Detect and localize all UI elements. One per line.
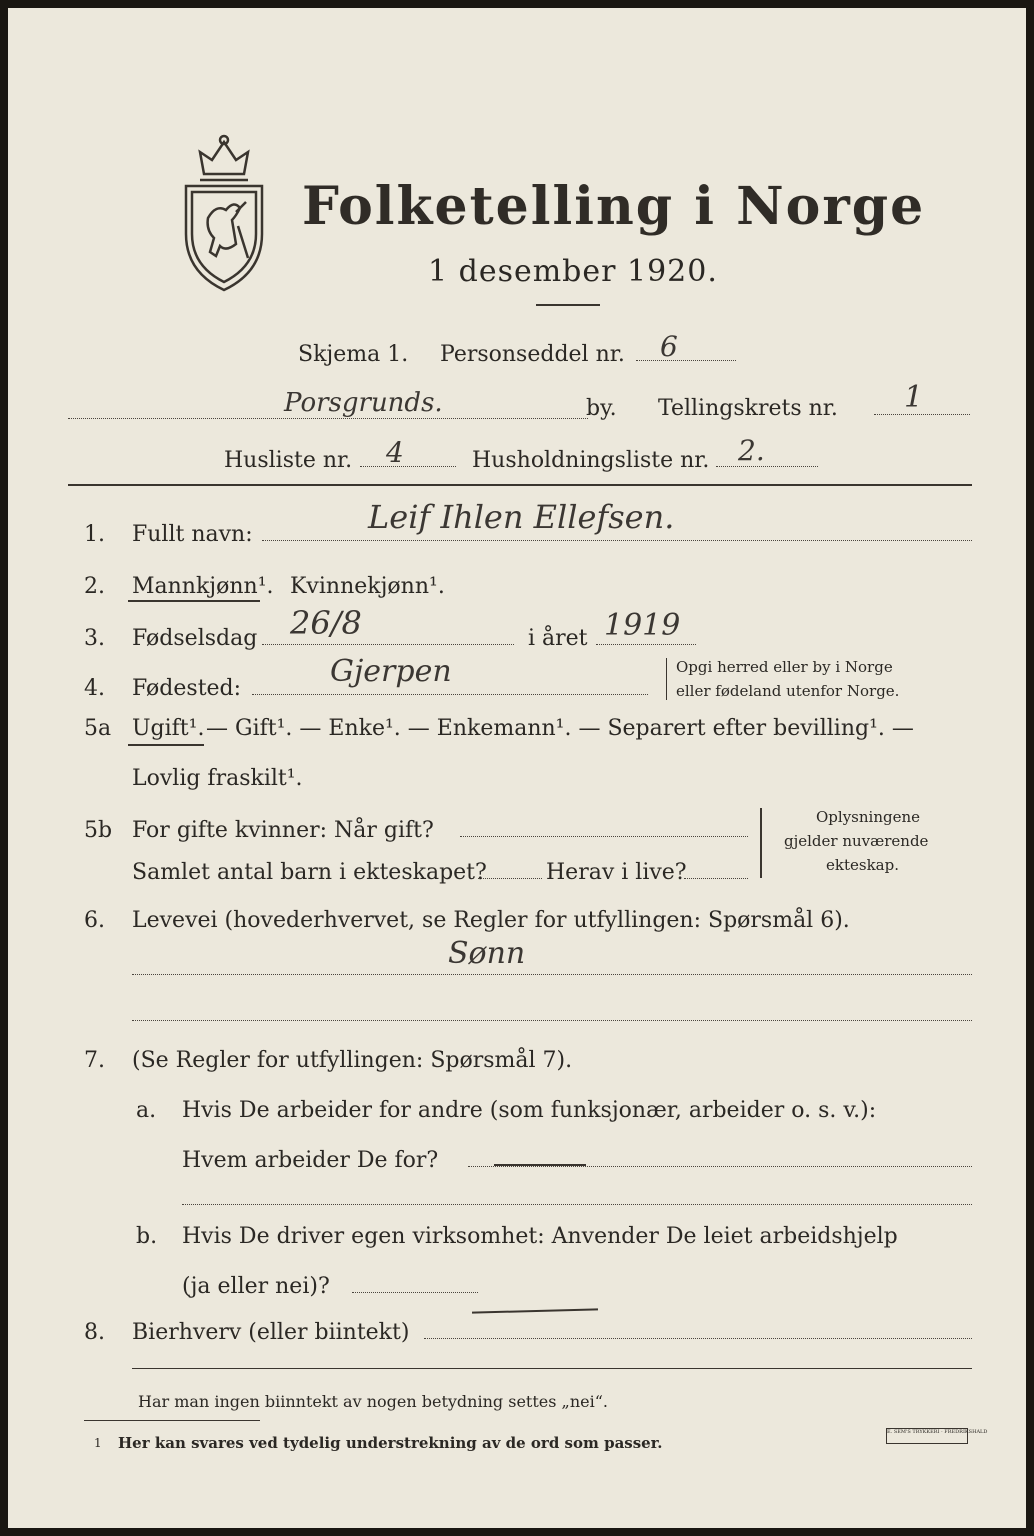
birthplace-value[interactable]: Gjerpen (330, 654, 452, 689)
status-ugift-option[interactable]: Ugift¹. (132, 716, 205, 741)
q8-label: Bierhverv (eller biintekt) (132, 1320, 410, 1345)
q1-number: 1. (84, 522, 105, 547)
tellingskrets-value[interactable]: 1 (904, 380, 924, 415)
q7a-line1: Hvis De arbeider for andre (som funksjonær, arbeider o. s. v.): (182, 1098, 877, 1123)
husliste-value[interactable]: 4 (386, 436, 404, 469)
tellingskrets-label: Tellingskrets nr. (658, 396, 838, 421)
q7-number: 7. (84, 1048, 105, 1073)
q7b-label: (ja eller nei)? (182, 1274, 330, 1299)
by-label: by. (586, 396, 617, 421)
husholdning-value[interactable]: 2. (738, 434, 765, 467)
header-separator (68, 484, 972, 486)
title-divider (536, 304, 600, 306)
note-nei: Har man ingen biinntekt av nogen betydning settes „nei“. (138, 1392, 608, 1411)
q6-label: Levevei (hovederhvervet, se Regler for utfyllingen: Spørsmål 6). (132, 908, 850, 933)
year-label: i året (528, 626, 588, 651)
census-date: 1 desember 1920. (428, 254, 718, 289)
male-underline (128, 600, 260, 602)
q3-number: 3. (84, 626, 105, 651)
by-value[interactable]: Porsgrunds. (284, 388, 443, 418)
q3-label: Fødselsdag (132, 626, 258, 651)
husliste-label: Husliste nr. (224, 448, 353, 473)
q4-note-line2: eller fødeland utenfor Norge. (676, 682, 900, 700)
status-fraskilt-option[interactable]: Lovlig fraskilt¹. (132, 766, 303, 791)
q7b-line1: Hvis De driver egen virksomhet: Anvender De leiet arbeidshjelp (182, 1224, 898, 1249)
form-title: Folketelling i Norge (302, 176, 926, 237)
q5b-alive-label: Herav i live? (546, 860, 687, 885)
q5b-children-label: Samlet antal barn i ekteskapet? (132, 860, 487, 885)
full-name-value[interactable]: Leif Ihlen Ellefsen. (368, 498, 675, 536)
q7a-number: a. (136, 1098, 157, 1123)
footnote-divider (84, 1420, 260, 1421)
q5b-note-line2: gjelder nuværende (784, 832, 929, 850)
sex-female-option[interactable]: Kvinnekjønn¹. (290, 574, 445, 599)
status-other-options[interactable]: — Gift¹. — Enke¹. — Enkemann¹. — Separert efter bevilling¹. — (206, 716, 914, 741)
q7a-employer-label: Hvem arbeider De for? (182, 1148, 439, 1173)
side-income-dash (472, 1308, 598, 1313)
personseddel-value[interactable]: 6 (660, 330, 678, 363)
q8-separator (132, 1368, 972, 1369)
skjema-label: Skjema 1. (298, 342, 409, 367)
q4-label: Fødested: (132, 676, 242, 701)
q4-note-line1: Opgi herred eller by i Norge (676, 658, 893, 676)
ugift-underline (128, 744, 204, 746)
birthdate-value[interactable]: 26/8 (290, 604, 362, 642)
q5a-number: 5a (84, 716, 112, 741)
q5b-number: 5b (84, 818, 113, 843)
q7-label: (Se Regler for utfyllingen: Spørsmål 7). (132, 1048, 573, 1073)
norway-coat-of-arms-icon (176, 134, 272, 294)
q5b-note-line1: Oplysningene (816, 808, 921, 826)
q1-label: Fullt navn: (132, 522, 253, 547)
birth-year-value[interactable]: 1919 (604, 608, 681, 643)
employer-dash (494, 1164, 586, 1166)
q2-number: 2. (84, 574, 105, 599)
occupation-value[interactable]: Sønn (448, 936, 526, 971)
q8-number: 8. (84, 1320, 105, 1345)
q5b-when-married-label: For gifte kvinner: Når gift? (132, 818, 434, 843)
printer-stamp: E. SEM'S TRYKKERI · FREDRIKSHALD (886, 1428, 968, 1444)
q7b-number: b. (136, 1224, 158, 1249)
footnote-mark: 1 (94, 1436, 102, 1450)
q6-number: 6. (84, 908, 105, 933)
personseddel-label: Personseddel nr. (440, 342, 625, 367)
census-form (8, 8, 1026, 1528)
husholdning-label: Husholdningsliste nr. (472, 448, 710, 473)
footnote-text: Her kan svares ved tydelig understrekning av de ord som passer. (118, 1434, 663, 1452)
sex-male-option[interactable]: Mannkjønn¹. (132, 574, 274, 599)
q4-number: 4. (84, 676, 105, 701)
q5b-note-line3: ekteskap. (826, 856, 899, 874)
